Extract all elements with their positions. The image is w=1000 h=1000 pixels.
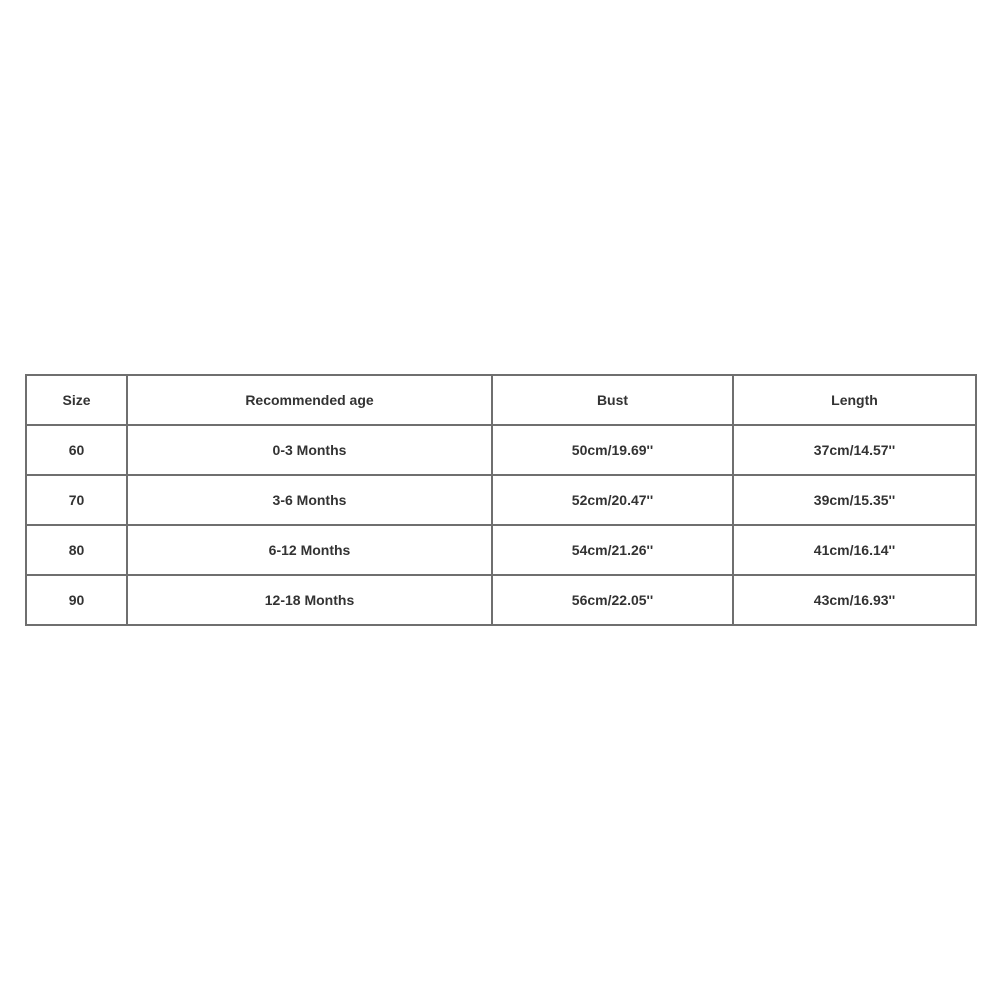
cell-recommended-age: 3-6 Months <box>127 475 492 525</box>
cell-length: 39cm/15.35'' <box>733 475 976 525</box>
cell-length: 37cm/14.57'' <box>733 425 976 475</box>
header-size: Size <box>26 375 127 425</box>
cell-size: 80 <box>26 525 127 575</box>
cell-size: 70 <box>26 475 127 525</box>
cell-bust: 54cm/21.26'' <box>492 525 733 575</box>
table-row <box>26 425 976 475</box>
cell-bust: 50cm/19.69'' <box>492 425 733 475</box>
header-length: Length <box>733 375 976 425</box>
cell-bust: 56cm/22.05'' <box>492 575 733 625</box>
cell-recommended-age: 6-12 Months <box>127 525 492 575</box>
table-row <box>26 475 976 525</box>
cell-recommended-age: 12-18 Months <box>127 575 492 625</box>
table-row <box>26 575 976 625</box>
cell-recommended-age: 0-3 Months <box>127 425 492 475</box>
cell-size: 60 <box>26 425 127 475</box>
table-row <box>26 525 976 575</box>
header-recommended-age: Recommended age <box>127 375 492 425</box>
size-chart-table <box>25 374 977 626</box>
cell-size: 90 <box>26 575 127 625</box>
cell-length: 41cm/16.14'' <box>733 525 976 575</box>
cell-bust: 52cm/20.47'' <box>492 475 733 525</box>
header-bust: Bust <box>492 375 733 425</box>
cell-length: 43cm/16.93'' <box>733 575 976 625</box>
table-header-row <box>26 375 976 425</box>
